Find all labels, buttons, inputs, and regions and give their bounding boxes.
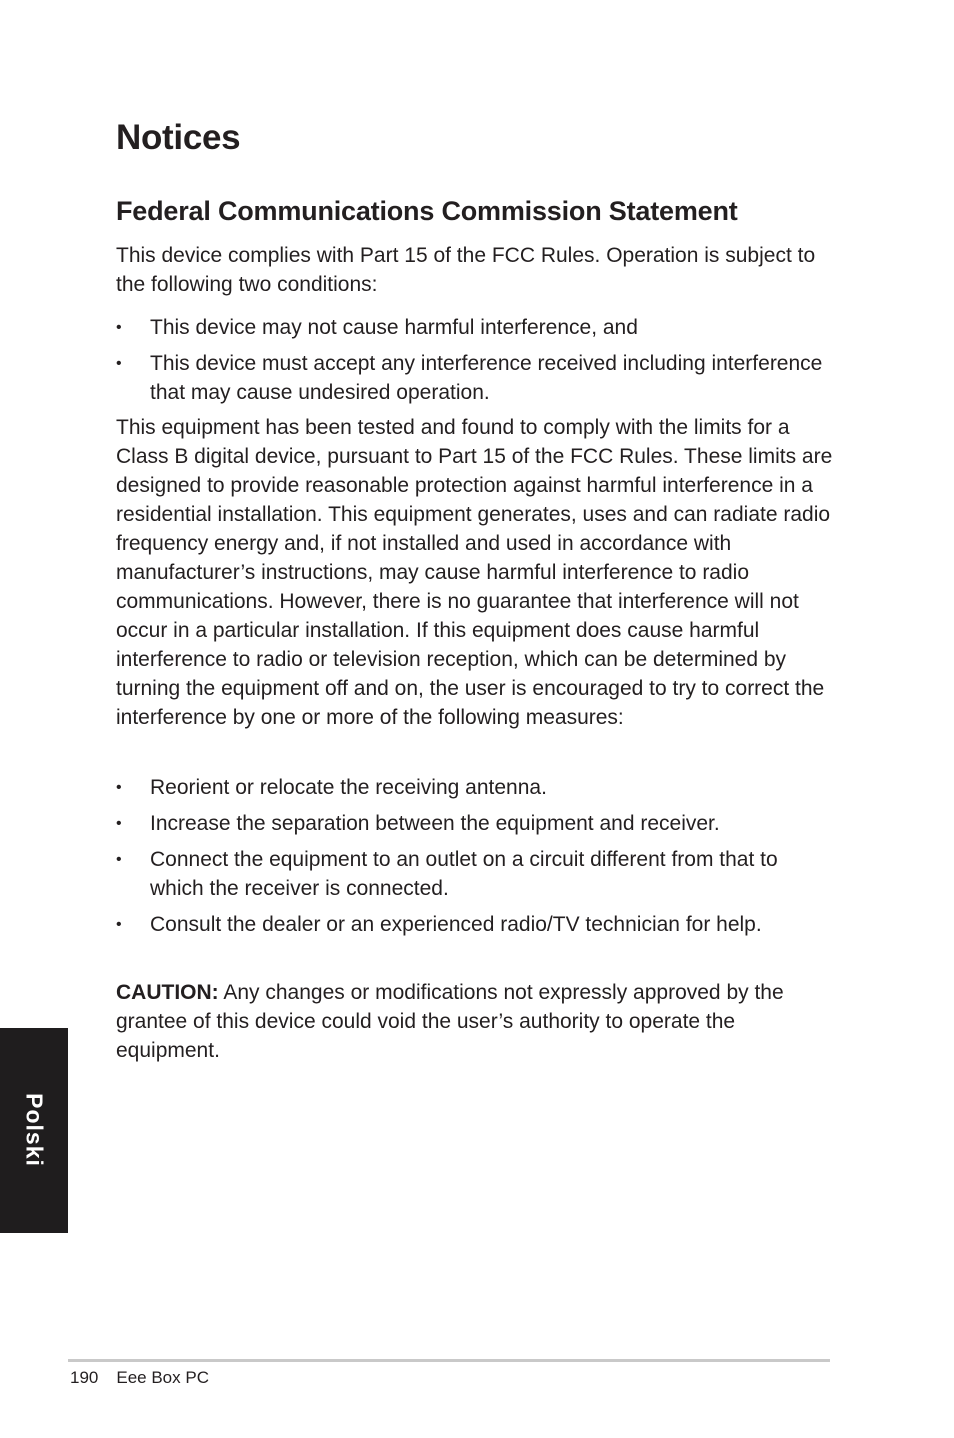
list-item: [116, 910, 836, 939]
bullet-icon: •: [116, 319, 122, 336]
intro-paragraph: This device complies with Part 15 of the FCC Rules. Operation is subject to the following two conditions:: [116, 244, 816, 296]
footer-divider: [68, 1359, 830, 1362]
list-item: [116, 773, 836, 802]
measure-text: Consult the dealer or an experienced radio/TV technician for help.: [150, 913, 762, 936]
equipment-paragraph: This equipment has been tested and found to comply with the limits for a Class B digital device, pursuant to Part 15 of the FCC Rules. These limits are designed to provide reasonable protection against harmful interference in a residential installation. This equipment generates, uses and can radiate radio frequency energy and, if not installed and used in accordance with manufacturer’s instructions, may cause harmful interference to radio communications. However, there is no guarantee that interference will not occur in a particular installation. If this equipment does cause harmful interference to radio or television reception, which can be determined by turning the equipment off and on, the user is encouraged to try to correct the interference by one or more of the following measures:: [116, 416, 833, 729]
page-title: Notices: [116, 118, 241, 157]
product-name: Eee Box PC: [116, 1368, 209, 1387]
caution-paragraph: [116, 978, 836, 1065]
caution-text: Any changes or modifications not expressly approved by the grantee of this device could void the user’s authority to operate the equipment.: [116, 981, 784, 1062]
bullet-icon: •: [116, 779, 122, 796]
measure-text: Increase the separation between the equipment and receiver.: [150, 812, 720, 835]
caution-label: CAUTION:: [116, 981, 219, 1004]
measures-list: [116, 773, 836, 946]
language-tab-label: Polski: [21, 1093, 48, 1167]
bullet-icon: •: [116, 916, 122, 933]
measure-text: Reorient or relocate the receiving antenna.: [150, 776, 547, 799]
list-item: [116, 313, 836, 342]
condition-text: This device must accept any interference received including interference that may cause undesired operation.: [150, 352, 823, 404]
page-footer: [70, 1366, 209, 1390]
measure-text: Connect the equipment to an outlet on a circuit different from that to which the receiver is connected.: [150, 848, 778, 900]
list-item: [116, 349, 836, 407]
list-item: [116, 809, 836, 838]
language-tab: [0, 1028, 68, 1233]
condition-text: This device may not cause harmful interference, and: [150, 316, 638, 339]
section-heading: Federal Communications Commission Statement: [116, 196, 738, 226]
bullet-icon: •: [116, 851, 122, 868]
list-item: [116, 845, 836, 903]
page-number: 190: [70, 1368, 99, 1387]
bullet-icon: •: [116, 815, 122, 832]
conditions-list: [116, 313, 836, 414]
bullet-icon: •: [116, 355, 122, 372]
